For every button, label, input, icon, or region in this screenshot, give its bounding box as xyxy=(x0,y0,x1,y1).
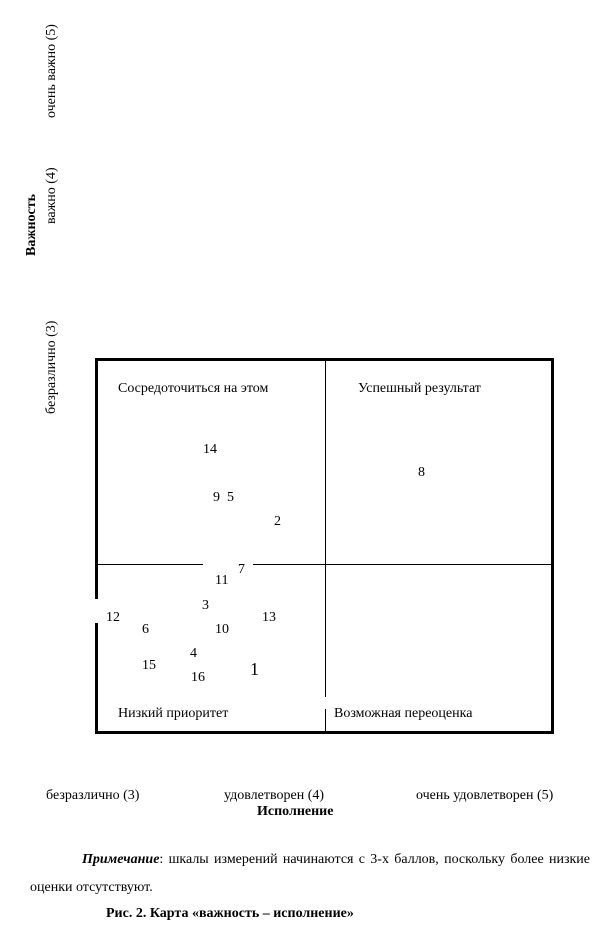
point-12: 12 xyxy=(106,610,120,625)
quadrant-label-success: Успешный результат xyxy=(358,381,481,396)
x-tick-satisfied: удовлетворен (4) xyxy=(224,788,325,803)
x-tick-very-satisfied: очень удовлетворен (5) xyxy=(416,788,554,803)
point-6: 6 xyxy=(142,622,149,637)
point-14: 14 xyxy=(203,442,217,457)
vertical-divider xyxy=(325,361,326,731)
figure-note xyxy=(30,846,590,902)
point-9: 9 xyxy=(213,490,220,505)
point-16: 16 xyxy=(191,670,205,685)
note-text: : шкалы измерений начинаются с 3-х баллов, поскольку более низкие оценки отсутствуют. xyxy=(30,852,590,895)
importance-performance-grid xyxy=(95,358,554,734)
point-15: 15 xyxy=(142,658,156,673)
point-3: 3 xyxy=(202,598,209,613)
point-11: 11 xyxy=(215,573,229,588)
point-13: 13 xyxy=(262,610,276,625)
point-5: 5 xyxy=(227,490,234,505)
y-tick-indifferent: безразлично (3) xyxy=(44,320,59,414)
point-8: 8 xyxy=(418,465,425,480)
point-2: 2 xyxy=(274,514,281,529)
quadrant-label-low-priority: Низкий приоритет xyxy=(118,706,229,721)
note-label: Примечание xyxy=(82,852,160,867)
point-10: 10 xyxy=(215,622,229,637)
x-tick-indifferent: безразлично (3) xyxy=(46,788,140,803)
figure-caption: Рис. 2. Карта «важность – исполнение» xyxy=(106,906,354,921)
x-axis-title: Исполнение xyxy=(257,804,334,819)
y-tick-very-important: очень важно (5) xyxy=(44,24,59,118)
point-1: 1 xyxy=(250,659,259,679)
point-4: 4 xyxy=(190,646,197,661)
quadrant-label-possible-overkill: Возможная переоценка xyxy=(334,706,473,721)
y-tick-important: важно (4) xyxy=(44,167,59,224)
y-axis-title: Важность xyxy=(24,193,39,256)
point-7: 7 xyxy=(238,562,245,577)
quadrant-label-focus-here: Сосредоточиться на этом xyxy=(118,381,269,396)
